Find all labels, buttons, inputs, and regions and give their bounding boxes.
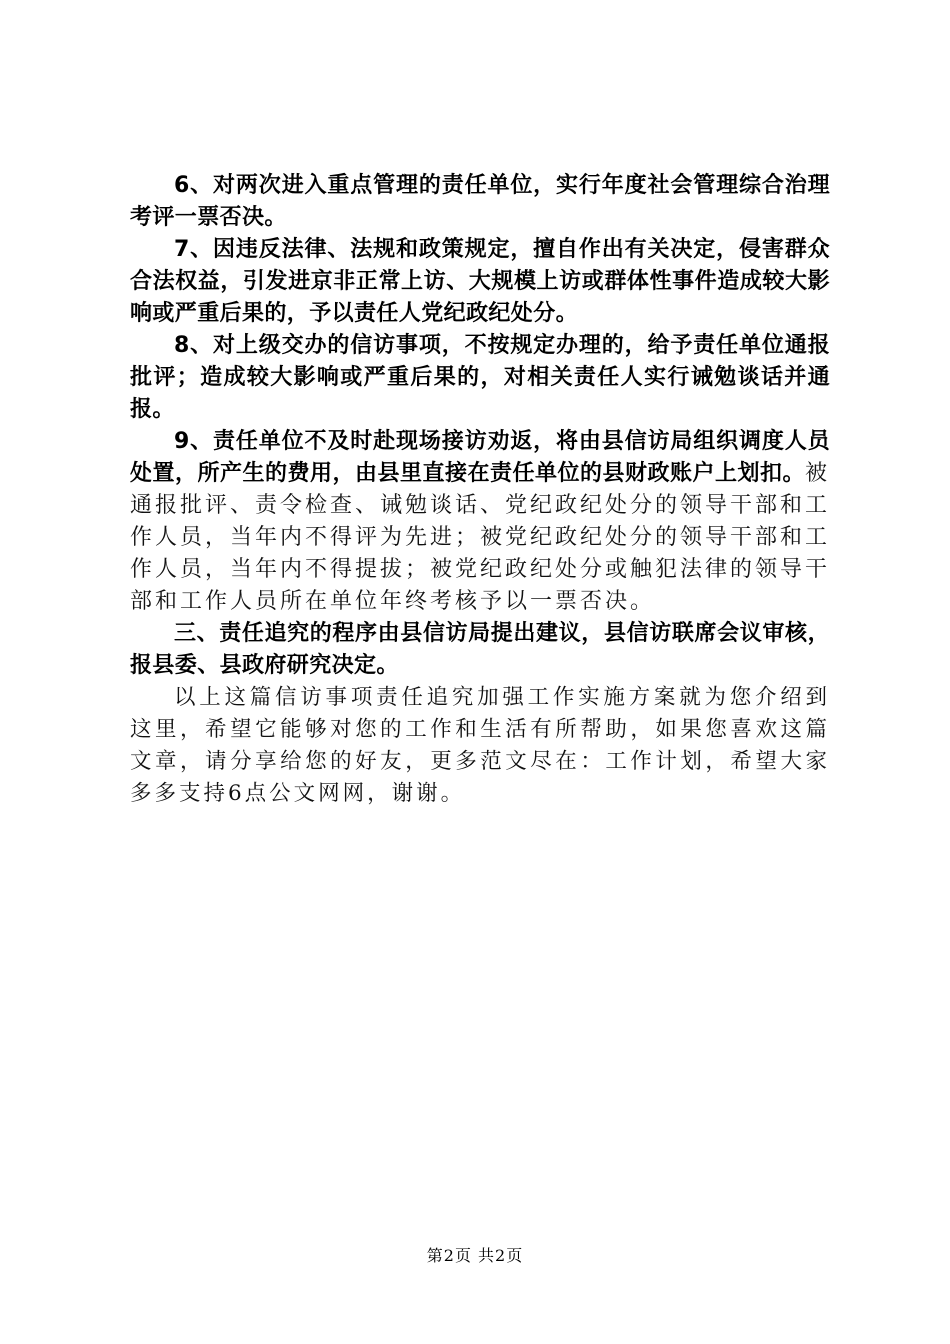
- section-three-paragraph: 三、责任追究的程序由县信访局提出建议，县信访联席会议审核，报县委、县政府研究决定。: [130, 621, 830, 678]
- paragraph-item-9-main: 9、责任单位不及时赴现场接访劝返，将由县信访局组织调度人员处置，所产生的费用，由县里直接在责任单位的县财政账户上划扣。: [130, 429, 830, 486]
- paragraph-item-7: 7、因违反法律、法规和政策规定，擅自作出有关决定，侵害群众合法权益，引发进京非正常上访、大规模上访或群体性事件造成较大影响或严重后果的，予以责任人党纪政纪处分。: [130, 237, 830, 326]
- page-number-footer: 第2页 共2页: [426, 1246, 524, 1265]
- paragraph-item-6: 6、对两次进入重点管理的责任单位，实行年度社会管理综合治理考评一票否决。: [130, 173, 830, 230]
- paragraph-item-9: [130, 426, 830, 618]
- paragraph-item-8: 8、对上级交办的信访事项，不按规定办理的，给予责任单位通报批评；造成较大影响或严重后果的，对相关责任人实行诫勉谈话并通报。: [130, 333, 830, 422]
- paragraph-item-9-detail: 被通报批评、责令检查、诫勉谈话、党纪政纪处分的领导干部和工作人员，当年内不得评为先进；被党纪政纪处分的领导干部和工作人员，当年内不得提拔；被党纪政纪处分或触犯法律的领导干部和工作人员所在单位年终考核予以一票否决。: [130, 461, 831, 614]
- document-body: [130, 170, 830, 810]
- closing-paragraph: 以上这篇信访事项责任追究加强工作实施方案就为您介绍到这里，希望它能够对您的工作和生活有所帮助，如果您喜欢这篇文章，请分享给您的好友，更多范文尽在：工作计划，希望大家多多支持6点公文网网，谢谢。: [130, 685, 830, 806]
